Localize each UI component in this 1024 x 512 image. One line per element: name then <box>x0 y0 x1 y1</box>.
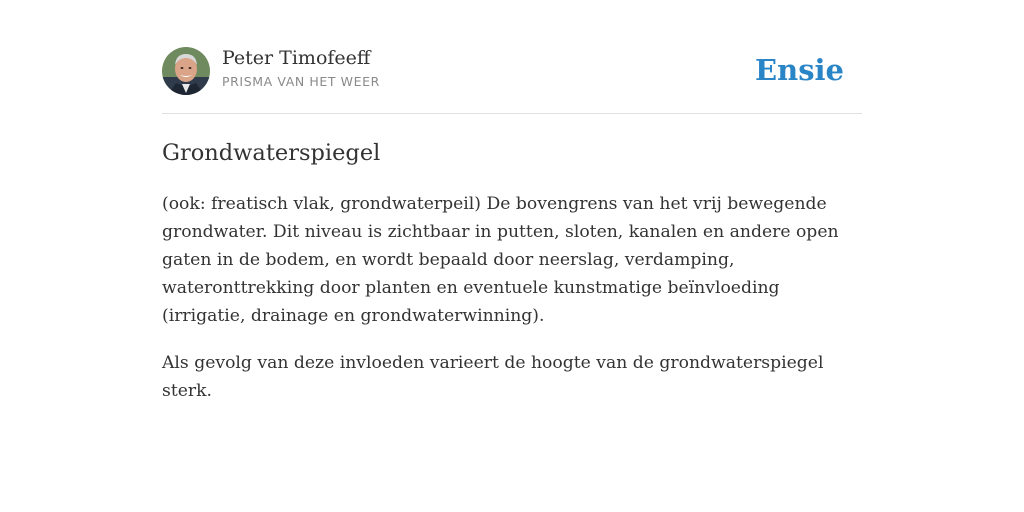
entry-title: Grondwaterspiegel <box>162 140 381 166</box>
entry-card <box>162 0 862 401</box>
author-source[interactable]: PRISMA VAN HET WEER <box>222 74 380 89</box>
entry-body <box>162 190 862 424</box>
entry-header <box>162 0 862 114</box>
entry-paragraph: Als gevolg van deze invloeden varieert de hoogte van de grondwaterspiegel sterk. <box>162 353 824 401</box>
ensie-logo[interactable]: Ensie <box>755 53 844 87</box>
avatar-photo-icon <box>162 47 210 95</box>
entry-paragraph: (ook: freatisch vlak, grondwaterpeil) De bovengrens van het vrij bewegende grondwater. Dit niveau is zichtbaar in putten, sloten, kanalen en andere open gaten in de bodem, en wordt bepaald door neerslag, verdamping, wateronttrekking door planten en eventuele kunstmatige beïnvloeding (irrigatie, drainage en grondwaterwinning). <box>162 194 839 326</box>
author-avatar[interactable] <box>162 47 210 95</box>
author-name[interactable]: Peter Timofeeff <box>222 47 371 69</box>
